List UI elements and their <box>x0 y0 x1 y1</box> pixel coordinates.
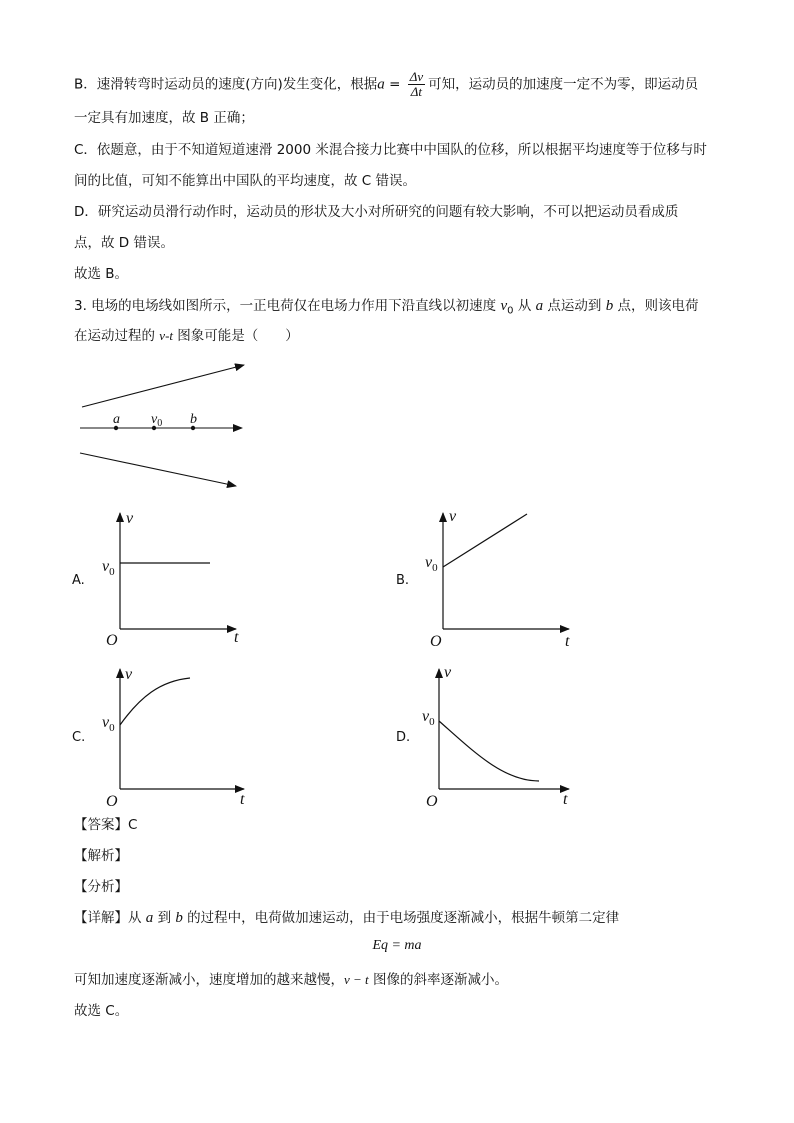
text-segment: 可知加速度逐渐减小，速度增加的越来越慢， <box>74 972 344 988</box>
answer-line <box>74 815 137 835</box>
vt-curve <box>120 678 190 725</box>
formula-a: a <box>377 76 385 93</box>
question-3-line2 <box>74 326 299 346</box>
t-axis-label: t <box>234 629 239 646</box>
analysis-tag: 【解析】 <box>74 848 128 864</box>
v-axis-label: v <box>444 664 452 681</box>
text-segment: 可知，运动员的加速度一定不为零，即运动员 <box>428 76 699 93</box>
graph-b[interactable] <box>423 505 583 655</box>
text-segment: 点，则该电荷 <box>613 298 699 314</box>
answer-value: C <box>128 817 138 833</box>
graph-d[interactable] <box>423 663 583 813</box>
v-axis-label: v <box>125 666 133 683</box>
option-b-explanation-line2: 一定具有加速度，故 B 正确； <box>74 110 254 126</box>
v0-sub: 0 <box>109 722 115 734</box>
text-segment: 的过程中，电荷做加速运动，由于电场强度逐渐减小，根据牛顿第二定律 <box>182 910 620 926</box>
question-3-line1 <box>74 296 699 322</box>
label-a: a <box>113 412 120 427</box>
t-axis-label: t <box>240 791 245 808</box>
text-segment: B．速滑转弯时运动员的速度(方向)发生变化，根据 <box>74 76 378 93</box>
option-b-explanation-line1 <box>74 70 698 99</box>
detail-tag: 【详解】 <box>74 910 128 926</box>
text-segment: 到 <box>153 910 176 926</box>
fenxi-tag: 【分析】 <box>74 879 128 895</box>
label-v0-main: v <box>151 412 158 427</box>
t-axis-label: t <box>563 791 568 808</box>
option-c-explanation-line1: C．依题意，由于不知道短道速滑 2000 米混合接力比赛中中国队的位移，所以根据平均速度等于位移与时 <box>74 142 707 158</box>
option-a-label[interactable]: A. <box>72 573 85 588</box>
label-v0 <box>151 412 162 429</box>
v0-main: v <box>102 558 110 575</box>
text-segment: 在运动过程的 <box>74 328 160 344</box>
v0-main: v <box>422 708 430 725</box>
choose-c-line: 故选 C。 <box>74 1003 129 1019</box>
v0-label <box>102 714 115 734</box>
question-number: 3. <box>74 298 87 314</box>
option-c-label[interactable]: C. <box>72 730 86 745</box>
vt-symbol: v-t <box>159 328 174 343</box>
text-segment: 从 <box>128 910 146 926</box>
v0-subscript: 0 <box>507 305 514 317</box>
v0-label <box>102 558 115 578</box>
option-b-label[interactable]: B. <box>396 573 410 588</box>
origin-label: O <box>106 632 118 649</box>
text-segment: 电场的电场线如图所示，一正电荷仅在电场力作用下沿直线以初速度 <box>86 298 501 314</box>
v-axis-label: v <box>126 510 134 527</box>
v-axis-label: v <box>449 508 457 525</box>
text-segment: 图象可能是（ ） <box>173 328 299 344</box>
text-segment: 点运动到 <box>543 298 606 314</box>
v0-sub: 0 <box>432 562 438 574</box>
graph-c[interactable] <box>100 663 260 813</box>
option-c-explanation-line2: 间的比值，可知不能算出中国队的平均速度，故 C 错误。 <box>74 173 417 189</box>
v0-symbol: v <box>500 298 508 314</box>
answer-tag: 【答案】 <box>74 817 128 833</box>
fraction-numerator: Δv <box>409 69 424 84</box>
vt-curve <box>439 721 539 781</box>
origin-label: O <box>426 793 438 810</box>
option-d-explanation-line2: 点，故 D 错误。 <box>74 235 174 251</box>
text-segment: 图像的斜率逐渐减小。 <box>368 972 508 988</box>
vt-symbol: v − t <box>344 972 369 987</box>
option-d-explanation-line1: D．研究运动员滑行动作时，运动员的形状及大小对所研究的问题有较大影响，不可以把运动员看成质 <box>74 204 679 220</box>
v0-main: v <box>425 554 433 571</box>
point-a-symbol: a <box>145 910 154 926</box>
t-axis-label: t <box>565 633 570 650</box>
fraction-denominator: Δt <box>410 84 423 99</box>
formula-equals: = <box>384 76 405 93</box>
label-b: b <box>190 412 197 427</box>
v0-sub: 0 <box>429 716 435 728</box>
newton-equation: Eq = ma <box>372 938 422 953</box>
v0-sub: 0 <box>109 566 115 578</box>
field-line-bottom <box>80 453 236 486</box>
v0-main: v <box>102 714 110 731</box>
formula-fraction <box>408 70 425 99</box>
point-b-symbol: b <box>605 298 614 314</box>
v0-label <box>422 708 435 728</box>
electric-field-figure <box>60 355 260 495</box>
label-v0-sub: 0 <box>157 418 163 429</box>
v0-label <box>425 554 438 574</box>
field-line-top <box>82 365 244 407</box>
origin-label: O <box>106 793 118 810</box>
point-b-symbol: b <box>175 910 183 926</box>
point-a-symbol: a <box>535 298 544 314</box>
detail-line <box>74 908 619 928</box>
option-d-label[interactable]: D. <box>396 730 411 745</box>
choose-b-line: 故选 B。 <box>74 266 129 282</box>
graph-a[interactable] <box>100 505 260 655</box>
conclusion-line <box>74 970 508 990</box>
origin-label: O <box>430 633 442 650</box>
text-segment: 从 <box>513 298 536 314</box>
